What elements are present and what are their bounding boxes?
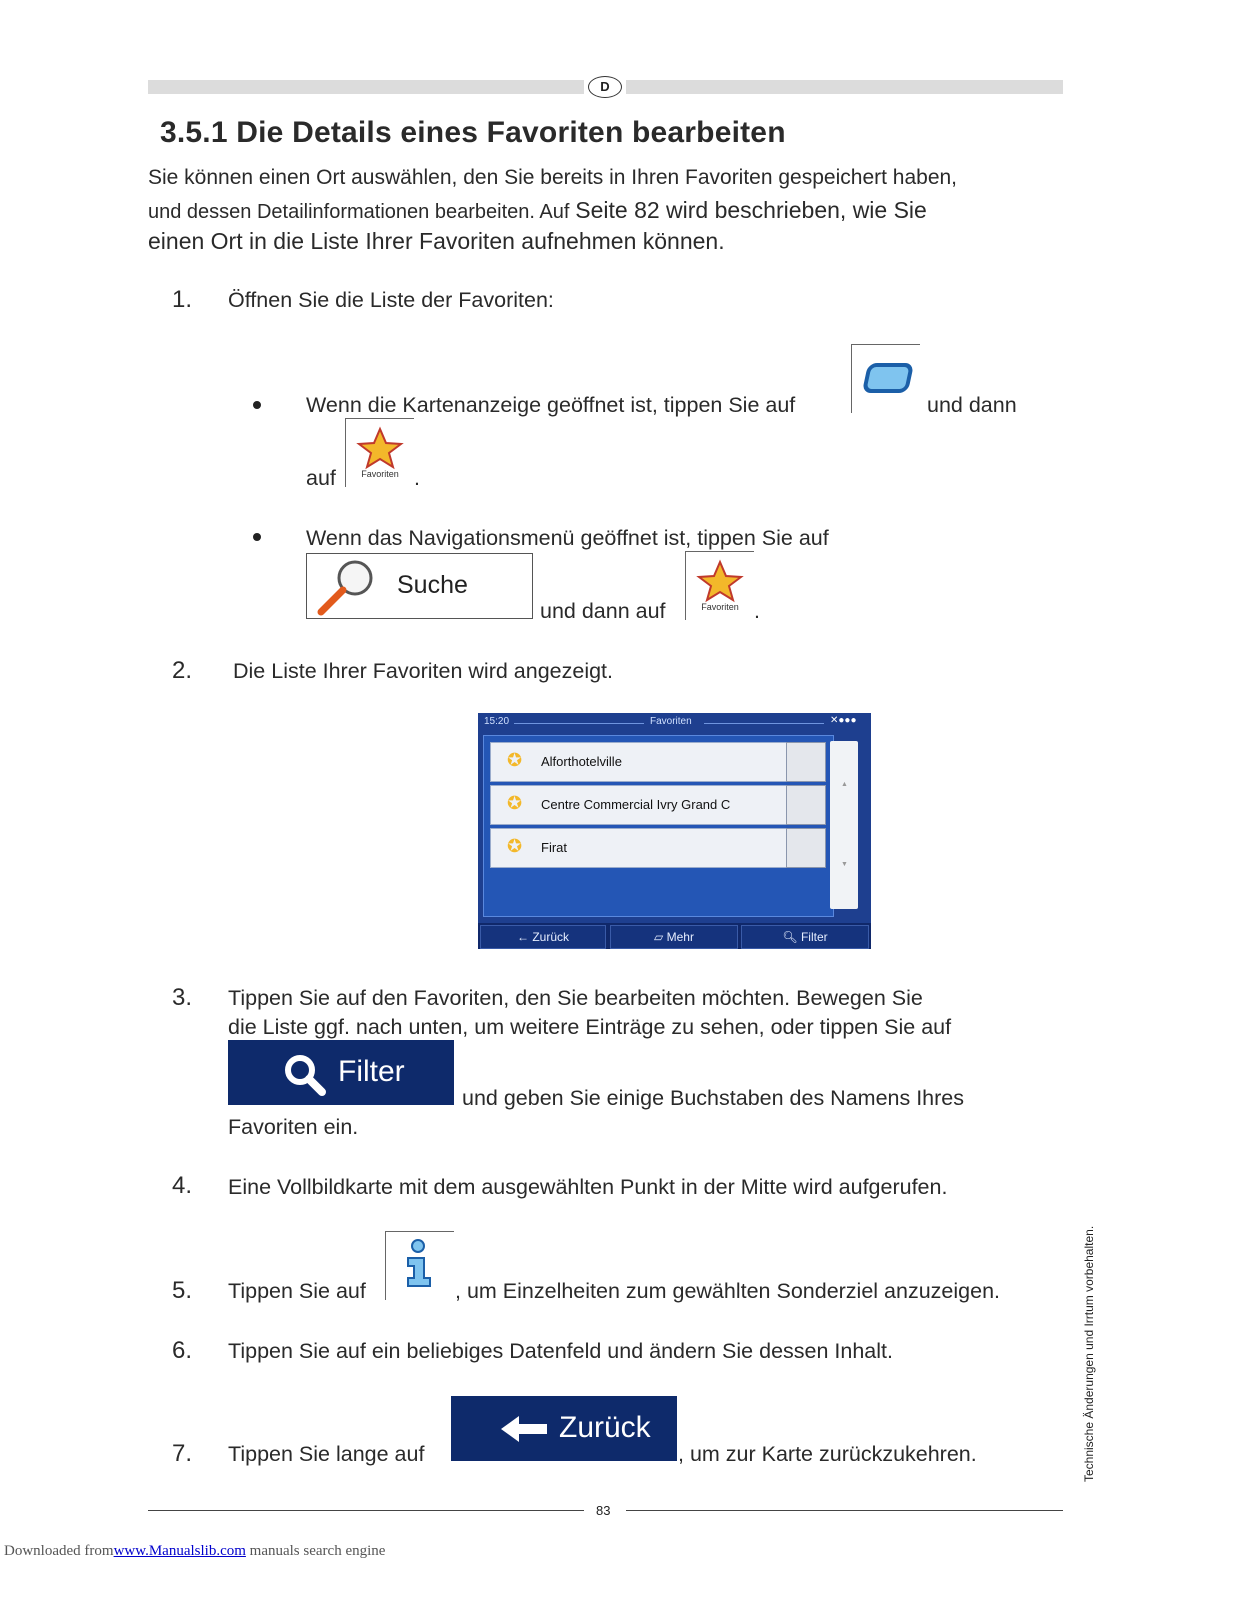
bullet-1-text-d: . [414, 466, 420, 490]
intro-line-2a: und dessen Detailinformationen bearbeiten. Auf [148, 201, 570, 223]
step-3-line-2: die Liste ggf. nach unten, um weitere Einträge zu sehen, oder tippen Sie auf [228, 1015, 952, 1039]
delete-icon[interactable] [786, 785, 826, 825]
favorites-label-2: Favoriten [701, 602, 739, 612]
page-number: 83 [596, 1503, 611, 1518]
screenshot-filter-button[interactable]: 🔍︎ Filter [741, 925, 869, 949]
bullet-2-text-a: Wenn das Navigationsmenü geöffnet ist, tippen Sie auf [306, 526, 829, 550]
section-title: 3.5.1 Die Details eines Favoriten bearbeiten [160, 116, 786, 149]
step-7-number: 7. [172, 1440, 193, 1467]
info-button[interactable] [385, 1231, 454, 1300]
favorites-button-2[interactable] [685, 551, 754, 620]
search-button[interactable] [306, 553, 533, 619]
list-item[interactable]: ✪ Centre Commercial Ivry Grand C [490, 785, 792, 825]
header-bar-left [148, 80, 584, 94]
download-note: Downloaded fromwww.Manualslib.com manuals search engine [4, 1543, 386, 1559]
screenshot-status-icons: ✕●●● [830, 715, 857, 726]
screenshot-list [483, 735, 834, 917]
list-item[interactable]: ✪ Alforthotelville [490, 742, 792, 782]
intro-line-1: Sie können einen Ort auswählen, den Sie bereits in Ihren Favoriten gespeichert haben, [148, 166, 958, 189]
screenshot-scrollbar[interactable] [830, 741, 858, 909]
back-label: Zurück [559, 1411, 651, 1444]
bullet-2-text-b: und dann auf [540, 599, 666, 623]
favorites-button-1[interactable] [345, 418, 414, 487]
step-3-line-3: und geben Sie einige Buchstaben des Namens Ihres [462, 1086, 965, 1110]
header-bar-right [626, 80, 1063, 94]
screenshot-time: 15:20 [484, 716, 510, 727]
star-icon [686, 552, 754, 604]
footer-line-right [626, 1510, 1063, 1511]
favorite-star-icon: ✪ [507, 750, 523, 770]
step-7-text-b: , um zur Karte zurückzukehren. [678, 1442, 977, 1466]
screenshot-more-button[interactable]: ▱ Mehr [610, 925, 738, 949]
star-icon [346, 419, 414, 471]
scroll-down-icon: ▼ [841, 861, 848, 868]
magnifier-icon [311, 556, 381, 616]
info-icon [386, 1232, 454, 1300]
bullet-2-text-c: . [754, 599, 760, 623]
bullet-1-text-c: auf [306, 466, 336, 490]
more-icon [852, 345, 920, 413]
screenshot-title: Favoriten [650, 716, 692, 727]
delete-icon[interactable] [786, 742, 826, 782]
more-menu-button[interactable] [851, 344, 920, 413]
step-5-text-b: , um Einzelheiten zum gewählten Sonderziel anzuzeigen. [455, 1279, 1000, 1303]
bullet-1-text-b: und dann [927, 393, 1017, 417]
step-3-line-4: Favoriten ein. [228, 1115, 359, 1139]
step-1-number: 1. [172, 286, 193, 313]
footer-line-left [148, 1510, 584, 1511]
step-4-text: Eine Vollbildkarte mit dem ausgewählten Punkt in der Mitte wird aufgerufen. [228, 1175, 948, 1199]
bullet-1-text-a: Wenn die Kartenanzeige geöffnet ist, tippen Sie auf [306, 393, 796, 417]
step-5-text-a: Tippen Sie auf [228, 1279, 366, 1303]
scroll-up-icon: ▲ [841, 781, 848, 788]
filter-label: Filter [338, 1055, 405, 1088]
step-7-text-a: Tippen Sie lange auf [228, 1442, 425, 1466]
step-2-number: 2. [172, 657, 193, 684]
intro-line-3: einen Ort in die Liste Ihrer Favoriten aufnehmen können. [148, 228, 725, 254]
manualslib-link[interactable]: www.Manualslib.com [113, 1543, 246, 1559]
magnifier-icon [282, 1052, 330, 1096]
step-6-text: Tippen Sie auf ein beliebiges Datenfeld und ändern Sie dessen Inhalt. [228, 1339, 893, 1363]
language-badge: D [588, 76, 622, 98]
favorite-star-icon: ✪ [507, 793, 523, 813]
list-item[interactable]: ✪ Firat [490, 828, 792, 868]
step-1-text: Öffnen Sie die Liste der Favoriten: [228, 288, 554, 312]
screenshot-status-bar [478, 713, 871, 733]
step-3-number: 3. [172, 984, 193, 1011]
delete-icon[interactable] [786, 828, 826, 868]
favorite-star-icon: ✪ [507, 836, 523, 856]
search-label: Suche [397, 571, 468, 599]
bullet-1 [253, 401, 261, 409]
screenshot-back-button[interactable]: ← Zurück [480, 925, 606, 949]
step-5-number: 5. [172, 1277, 193, 1304]
filter-button[interactable] [228, 1040, 454, 1105]
back-button[interactable] [451, 1396, 677, 1461]
step-4-number: 4. [172, 1172, 193, 1199]
step-6-number: 6. [172, 1337, 193, 1364]
side-note: Technische Änderungen und Irrtum vorbehalten. [1082, 1225, 1096, 1482]
favorites-screenshot [478, 713, 871, 949]
arrow-left-icon [499, 1414, 551, 1444]
bullet-2 [253, 533, 261, 541]
screenshot-bottom-bar [478, 923, 871, 949]
step-3-line-1: Tippen Sie auf den Favoriten, den Sie bearbeiten möchten. Bewegen Sie [228, 986, 923, 1010]
favorites-label-1: Favoriten [361, 469, 399, 479]
intro-line-2b: Seite 82 wird beschrieben, wie Sie [575, 197, 927, 223]
intro-line-2 [148, 197, 1068, 224]
step-2-text: Die Liste Ihrer Favoriten wird angezeigt. [233, 659, 614, 683]
